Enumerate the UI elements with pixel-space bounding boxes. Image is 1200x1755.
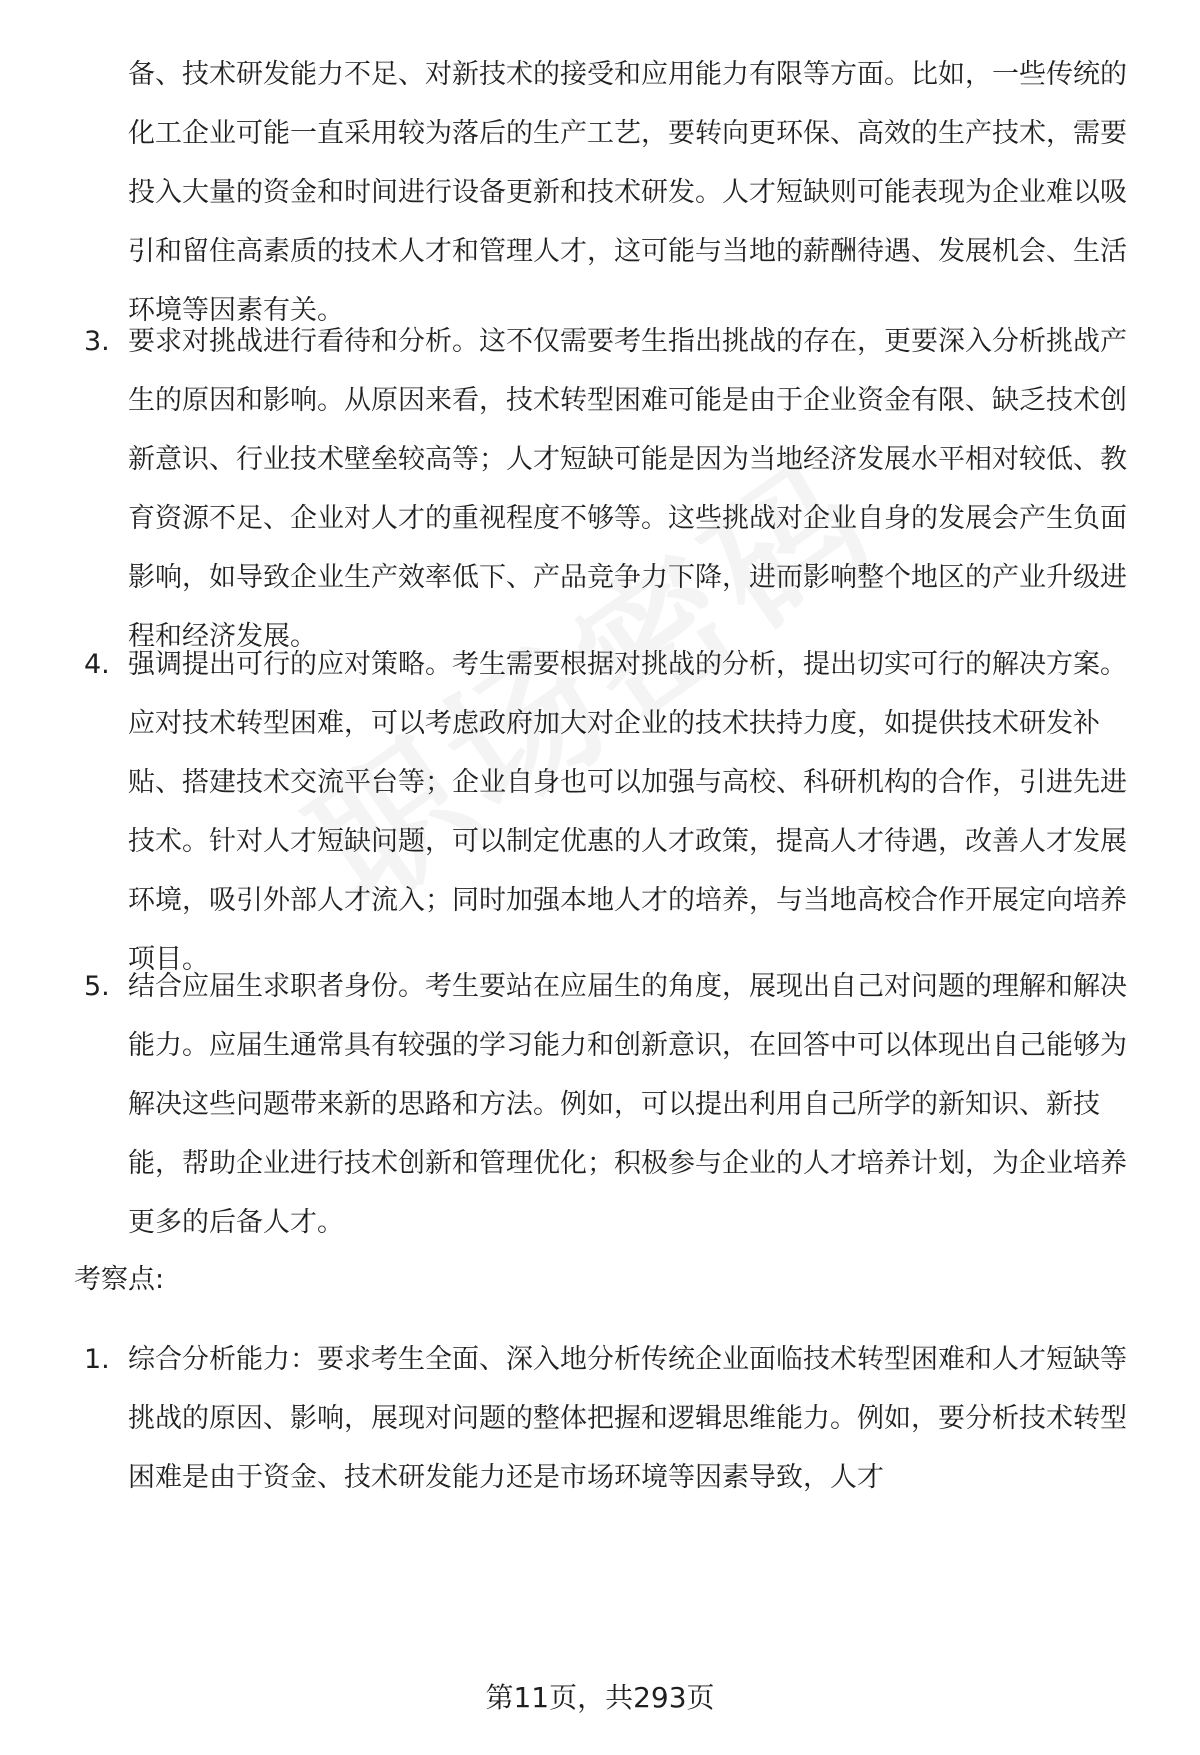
section-heading: 考察点: <box>74 1264 165 1295</box>
list-item-text: 综合分析能力：要求考生全面、深入地分析传统企业面临技术转型困难和人才短缺等挑战的原因、影响，展现对问题的整体把握和逻辑思维能力。例如，要分析技术转型困难是由于资金、技术研发能力还是市场环境等因素导致，人才 <box>128 1344 1127 1493</box>
list-item-text: 要求对挑战进行看待和分析。这不仅需要考生指出挑战的存在，更要深入分析挑战产生的原因和影响。从原因来看，技术转型困难可能是由于企业资金有限、缺乏技术创新意识、行业技术壁垒较高等；人才短缺可能是因为当地经济发展水平相对较低、教育资源不足、企业对人才的重视程度不够等。这些挑战对企业自身的发展会产生负面影响，如导致企业生产效率低下、产品竞争力下降，进而影响整个地区的产业升级进程和经济发展。 <box>128 326 1127 652</box>
list-item-number: 1. <box>84 1344 110 1375</box>
list-item-number: 3. <box>84 326 110 357</box>
list-item-text: 强调提出可行的应对策略。考生需要根据对挑战的分析，提出切实可行的解决方案。应对技术转型困难，可以考虑政府加大对企业的技术扶持力度，如提供技术研发补贴、搭建技术交流平台等；企业自身也可以加强与高校、科研机构的合作，引进先进技术。针对人才短缺问题，可以制定优惠的人才政策，提高人才待遇，改善人才发展环境，吸引外部人才流入；同时加强本地人才的培养，与当地高校合作开展定向培养项目。 <box>128 649 1127 975</box>
page-footer: 第11页，共293页 <box>485 1681 715 1714</box>
list-item-number: 4. <box>84 649 110 680</box>
list-item-number: 5. <box>84 971 110 1002</box>
list-item-text: 结合应届生求职者身份。考生要站在应届生的角度，展现出自己对问题的理解和解决能力。应届生通常具有较强的学习能力和创新意识，在回答中可以体现出自己能够为解决这些问题带来新的思路和方法。例如，可以提出利用自己所学的新知识、新技能，帮助企业进行技术创新和管理优化；积极参与企业的人才培养计划，为企业培养更多的后备人才。 <box>128 971 1127 1238</box>
intro-paragraph: 备、技术研发能力不足、对新技术的接受和应用能力有限等方面。比如，一些传统的化工企业可能一直采用较为落后的生产工艺，要转向更环保、高效的生产技术，需要投入大量的资金和时间进行设备更新和技术研发。人才短缺则可能表现为企业难以吸引和留住高素质的技术人才和管理人才，这可能与当地的薪酬待遇、发展机会、生活环境等因素有关。 <box>128 59 1127 326</box>
